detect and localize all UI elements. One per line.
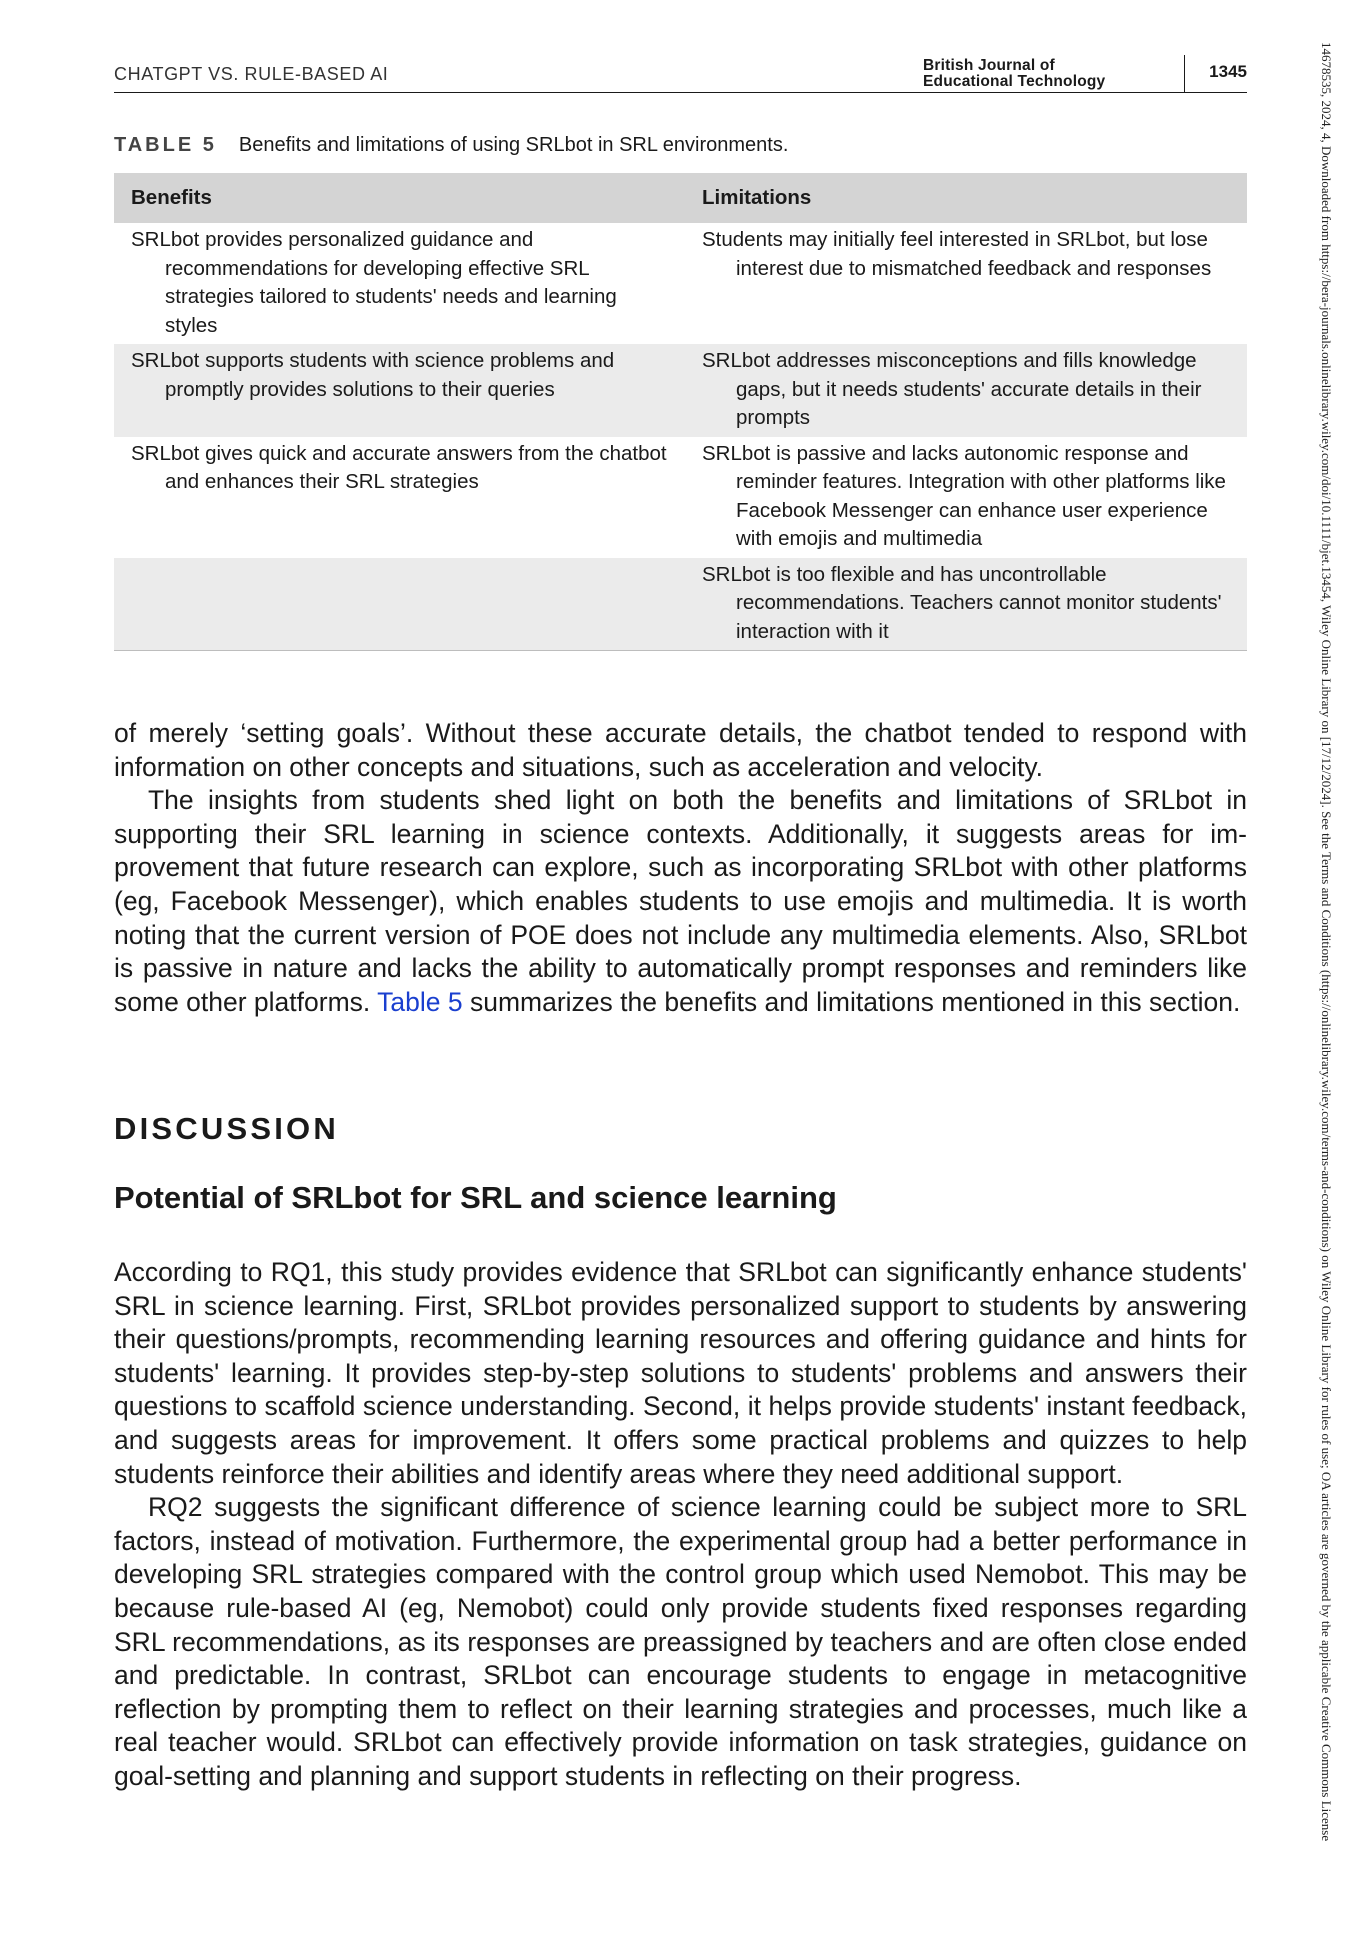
header-benefits: Benefits xyxy=(114,173,685,223)
benefit-cell xyxy=(114,344,685,437)
table-row xyxy=(114,344,1247,437)
table-header-row xyxy=(114,173,1247,223)
benefit-text: SRLbot gives quick and accurate answers from the chatbot and enhances their SRL strategies xyxy=(131,441,667,493)
limitation-cell xyxy=(685,558,1247,651)
subsection-heading: Potential of SRLbot for SRL and science learning xyxy=(114,1180,837,1215)
running-header xyxy=(114,58,1247,93)
table-row xyxy=(114,223,1247,344)
journal-name xyxy=(923,58,1163,90)
table-label: TABLE 5 xyxy=(114,134,217,156)
paragraph-text: The insights from students shed light on both the benefits and limitations of SRLbot in supporting their SRL learning in science contexts. Additionally, it suggests areas for improvement that future research can explore, such as incorporating SRLbot with other platforms (eg, Facebook Messenger), which enables students to use emojis and multimedia. It is worth noting that the current version of POE does not include any multimedia elements. Also, SRLbot is passive in nature and lacks the ability to automatically prompt responses and reminders like some other platforms. xyxy=(114,785,1247,1017)
limitation-cell xyxy=(685,437,1247,558)
benefit-cell xyxy=(114,558,685,651)
header-divider xyxy=(1184,55,1185,93)
paragraph: of merely ‘setting goals’. Without these accurate details, the chatbot tended to respond with information on other concepts and situations, such as acceleration and velocity. xyxy=(114,718,1247,782)
benefit-cell xyxy=(114,437,685,558)
limitation-cell xyxy=(685,344,1247,437)
discussion-text-block xyxy=(114,1256,1247,1794)
limitation-cell xyxy=(685,223,1247,344)
table-5-link[interactable]: Table 5 xyxy=(377,986,463,1017)
benefit-text: SRLbot provides personalized guidance and recommendations for developing effective SRL strategies tailored to students' needs and learning styles xyxy=(131,228,617,337)
paragraph-text: summarizes the benefits and limitations mentioned in this section. xyxy=(462,986,1241,1017)
journal-name-line1: British Journal of xyxy=(923,57,1055,74)
table-caption-text: Benefits and limitations of using SRLbot in SRL environments. xyxy=(238,134,789,156)
paragraph xyxy=(114,784,1247,1019)
table-row xyxy=(114,437,1247,558)
paragraph: RQ2 suggests the significant difference of science learning could be subject more to SRL factors, instead of motivation. Furthermore, the experimental group had a better performance in developing SRL strategies compared with the control group which used Nemobot. This may be because rule-based AI (eg, Nemobot) could only provide students fixed responses regarding SRL recommendations, as its responses are preassigned by teachers and are often close ended and predictable. In contrast, SRLbot can encourage students to engage in metacognitive reflection by prompting them to reflect on their learning strategies and processes, much like a real teacher would. SRLbot can effectively provide information on task strategies, guidance on goal-setting and planning and support students in reflecting on their progress. xyxy=(114,1492,1247,1791)
section-heading: DISCUSSION xyxy=(114,1111,339,1146)
benefit-text: SRLbot supports students with science problems and promptly provides solutions to their queries xyxy=(131,349,615,401)
paragraph: According to RQ1, this study provides evidence that SRLbot can significantly enhance students' SRL in science learning. First, SRLbot provides personalized support to students by answering their questions/prompts, recommending learning resources and offering guidance and hints for students' learning. It provides step-by-step solutions to students' problems and answers their questions to scaffold science understanding. Second, it helps provide students' instant feedback, and suggests areas for improvement. It offers some practical problems and quizzes to help students reinforce their abilities and identify areas where they need additional support. xyxy=(114,1257,1247,1489)
benefit-cell xyxy=(114,223,685,344)
limitation-text: SRLbot is too flexible and has uncontrollable recommendations. Teachers cannot monitor students' interaction with it xyxy=(702,562,1222,643)
table-row xyxy=(114,558,1247,651)
header-limitations: Limitations xyxy=(685,173,1247,223)
journal-name-line2: Educational Technology xyxy=(923,73,1106,90)
limitation-text: Students may initially feel interested in SRLbot, but lose interest due to mismatched feedback and responses xyxy=(702,228,1212,280)
download-side-note: 14678535, 2024, 4, Downloaded from https://bera-journals.onlinelibrary.wiley.com/doi/10.1111/bjet.13454, Wiley Online Library on [17/12/2024]. See the Terms and Conditions (https://onlinelibrary.wiley.com/terms-and-conditions) on Wiley Online Library for rules of use; OA articles are governed by the applicable Creative Commons License xyxy=(1319,42,1334,1842)
table-caption xyxy=(114,134,1247,157)
results-text-block xyxy=(114,717,1247,1019)
running-title: CHATGPT VS. RULE-BASED AI xyxy=(114,64,389,84)
limitation-text: SRLbot addresses misconceptions and fills knowledge gaps, but it needs students' accurate details in their prompts xyxy=(702,349,1202,429)
limitation-text: SRLbot is passive and lacks autonomic response and reminder features. Integration with other platforms like Facebook Messenger can enhance user experience with emojis and multimedia xyxy=(702,441,1226,550)
benefits-limitations-table xyxy=(114,173,1247,651)
page-number: 1345 xyxy=(1209,62,1247,81)
